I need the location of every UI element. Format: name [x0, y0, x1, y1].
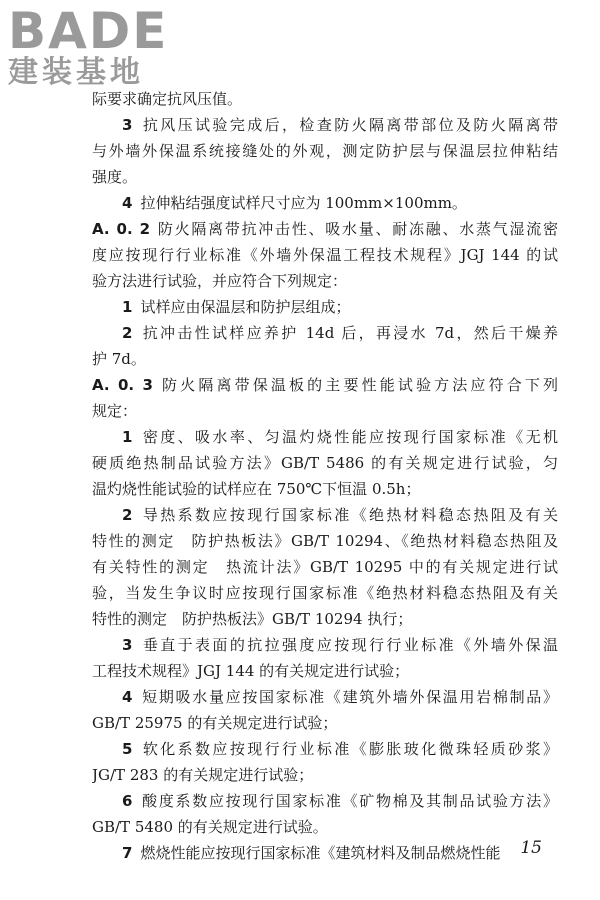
line-text: 酸度系数应按现行国家标准《矿物棉及其制品试验方法》: [140, 792, 558, 810]
text-line: [92, 164, 558, 190]
paragraph: [92, 112, 558, 190]
line-text: 验，当发生争议时应按现行国家标准《绝热材料稳态热阻及有关: [92, 584, 558, 602]
text-line: [92, 450, 558, 476]
paragraph: [92, 372, 558, 424]
text-line: [92, 632, 558, 658]
clause-number: 3: [122, 636, 133, 654]
document-body: [92, 86, 558, 866]
text-line: [92, 710, 558, 736]
text-line: [92, 788, 558, 814]
paragraph: [92, 840, 558, 866]
paragraph: [92, 684, 558, 736]
paragraph: [92, 736, 558, 788]
paragraph: [92, 86, 558, 112]
logo-brand: BADE: [8, 2, 169, 60]
paragraph: [92, 632, 558, 684]
paragraph: [92, 424, 558, 502]
clause-number: 4: [122, 194, 133, 212]
text-line: [92, 762, 558, 788]
line-text: 特性的测定 防护热板法》GB/T 10294 执行；: [92, 610, 413, 628]
line-text: 验方法进行试验，并应符合下列规定：: [92, 272, 348, 290]
paragraph: [92, 190, 558, 216]
bade-logo: [8, 2, 178, 90]
paragraph: [92, 502, 558, 632]
line-text: JG/T 283 的有关规定进行试验；: [92, 766, 314, 784]
clause-number: 6: [122, 792, 133, 810]
line-text: GB/T 25975 的有关规定进行试验；: [92, 714, 338, 732]
line-text: GB/T 5480 的有关规定进行试验。: [92, 818, 328, 836]
line-text: 试样应由保温层和防护层组成；: [140, 298, 351, 316]
line-text: 工程技术规程》JGJ 144 的有关规定进行试验；: [92, 662, 410, 680]
text-line: [92, 242, 558, 268]
text-line: [92, 320, 558, 346]
line-text: 温灼烧性能试验的试样应在 750℃下恒温 0.5h；: [92, 480, 421, 498]
text-line: [92, 372, 558, 398]
text-line: [92, 294, 558, 320]
line-text: 防火隔离带抗冲击性、吸水量、耐冻融、水蒸气湿流密: [156, 220, 558, 238]
text-line: [92, 606, 558, 632]
clause-number: 5: [122, 740, 133, 758]
paragraph: [92, 216, 558, 294]
clause-number: 3: [122, 116, 133, 134]
text-line: [92, 580, 558, 606]
text-line: [92, 554, 558, 580]
line-text: 与外墙外保温系统接缝处的外观，测定防护层与保温层拉伸粘结: [92, 142, 558, 160]
clause-number: 1: [122, 428, 133, 446]
paragraph: [92, 788, 558, 840]
text-line: [92, 424, 558, 450]
line-text: 特性的测定 防护热板法》GB/T 10294、《绝热材料稳态热阻及: [92, 532, 558, 550]
line-text: 拉伸粘结强度试样尺寸应为 100mm×100mm。: [140, 194, 467, 212]
text-line: [92, 840, 558, 866]
clause-number: 7: [122, 844, 133, 862]
text-line: [92, 684, 558, 710]
line-text: 防火隔离带保温板的主要性能试验方法应符合下列: [158, 376, 558, 394]
clause-number: 4: [122, 688, 133, 706]
text-line: [92, 736, 558, 762]
text-line: [92, 190, 558, 216]
text-line: [92, 528, 558, 554]
text-line: [92, 86, 558, 112]
section-number: A. 0. 3: [92, 376, 153, 394]
clause-number: 1: [122, 298, 133, 316]
text-line: [92, 216, 558, 242]
line-text: 导热系数应按现行国家标准《绝热材料稳态热阻及有关: [140, 506, 558, 524]
line-text: 抗冲击性试样应养护 14d 后，再浸水 7d，然后干燥养: [140, 324, 558, 342]
text-line: [92, 346, 558, 372]
clause-number: 2: [122, 506, 133, 524]
text-line: [92, 476, 558, 502]
line-text: 护 7d。: [92, 350, 146, 368]
text-line: [92, 268, 558, 294]
line-text: 际要求确定抗风压值。: [92, 90, 243, 108]
line-text: 软化系数应按现行行业标准《膨胀玻化微珠轻质砂浆》: [140, 740, 558, 758]
logo-subtitle: 建装基地: [8, 55, 144, 90]
text-line: [92, 814, 558, 840]
line-text: 抗风压试验完成后，检查防火隔离带部位及防火隔离带: [140, 116, 558, 134]
clause-number: 2: [122, 324, 133, 342]
text-line: [92, 138, 558, 164]
line-text: 垂直于表面的抗拉强度应按现行行业标准《外墙外保温: [140, 636, 558, 654]
text-line: [92, 502, 558, 528]
paragraph: [92, 294, 558, 320]
text-line: [92, 658, 558, 684]
line-text: 强度。: [92, 168, 138, 186]
line-text: 燃烧性能应按现行国家标准《建筑材料及制品燃烧性能: [140, 844, 501, 862]
text-line: [92, 398, 558, 424]
text-line: [92, 112, 558, 138]
line-text: 度应按现行行业标准《外墙外保温工程技术规程》JGJ 144 的试: [92, 246, 558, 264]
paragraph: [92, 320, 558, 372]
page-number: 15: [520, 838, 542, 858]
line-text: 有关特性的测定 热流计法》GB/T 10295 中的有关规定进行试: [92, 558, 558, 576]
section-number: A. 0. 2: [92, 220, 151, 238]
line-text: 短期吸水量应按国家标准《建筑外墙外保温用岩棉制品》: [140, 688, 558, 706]
line-text: 硬质绝热制品试验方法》GB/T 5486 的有关规定进行试验，匀: [92, 454, 558, 472]
line-text: 密度、吸水率、匀温灼烧性能应按现行国家标准《无机: [140, 428, 558, 446]
line-text: 规定：: [92, 402, 138, 420]
